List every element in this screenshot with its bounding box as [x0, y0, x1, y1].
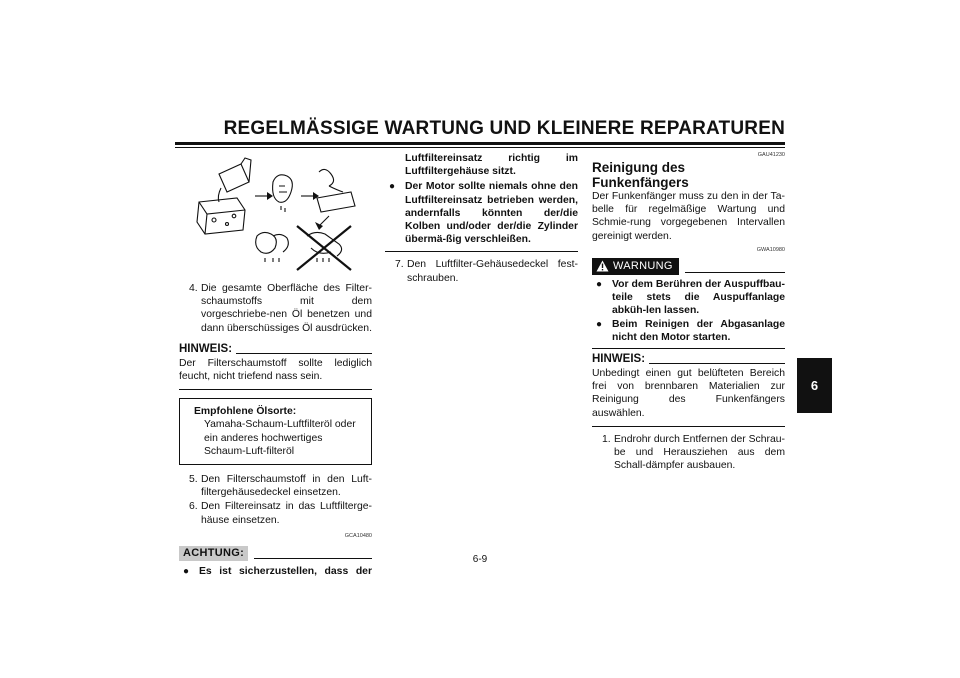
caution-end-rule: [385, 251, 578, 252]
page-number: 6-9: [472, 554, 488, 565]
page-header: [175, 118, 785, 146]
section-code: GAU41230: [757, 152, 785, 158]
bullet-dot: ●: [183, 566, 190, 578]
step-text: Den Luftfilter-Gehäusedeckel fest-schrauben.: [407, 259, 578, 284]
bullet-text: Vor dem Berühren der Auspuffbau-teile stets die Auspuffanlage abküh-len lassen.: [612, 279, 785, 317]
bullet-text: Der Motor sollte niemals ohne den Luftfiltereinsatz betrieben werden, andernfalls könnten der/die Kolben und/oder der/die Zylinder übermä-ßig verschleißen.: [405, 181, 578, 246]
recommended-oil-box: [179, 398, 372, 465]
caution-bullet-2: [385, 180, 578, 246]
middle-column: [385, 152, 578, 286]
note-label: HINWEIS:: [592, 353, 646, 366]
warning-bullet-1: [592, 278, 785, 318]
warning-triangle-icon: [596, 260, 609, 272]
left-column: [179, 152, 372, 578]
note-rule: [236, 353, 372, 354]
section-title: Reinigung des Funkenfängers: [592, 160, 689, 190]
note-end-rule: [179, 389, 372, 390]
oiling-filter-illustration: [179, 152, 372, 272]
chapter-title: REGELMÄSSIGE WARTUNG UND KLEINERE REPARATUREN: [223, 118, 785, 139]
step-6: [179, 500, 372, 526]
bullet-dot: ●: [389, 181, 396, 193]
step-text: Den Filtereinsatz in das Luftfilterge-häuse einsetzen.: [201, 501, 372, 526]
note-rule: [649, 363, 785, 364]
warning-end-rule: [592, 348, 785, 349]
bullet-text: Beim Reinigen der Abgasanlage nicht den Motor starten.: [612, 318, 785, 343]
note-label: HINWEIS:: [179, 342, 233, 355]
step-text: Die gesamte Oberfläche des Filter-schaumstoffs mit dem vorgeschriebe-nen Öl benetzen und dann überschüssiges Öl ausdrücken.: [201, 283, 372, 334]
bullet-dot: ●: [596, 279, 603, 291]
oil-box-title: Empfohlene Ölsorte:: [194, 406, 297, 418]
warning-bullet-2: [592, 318, 785, 344]
bullet-text: Es ist sicherzustellen, dass der: [199, 566, 372, 578]
caution-bullet-1-continued: Luftfiltereinsatz richtig im Luftfiltergehäuse sitzt.: [405, 153, 578, 178]
step-number: 1.: [602, 433, 611, 445]
caution-label: ACHTUNG:: [179, 546, 248, 561]
right-column: [592, 152, 785, 473]
header-rule-thin: [175, 147, 785, 148]
bullet-dot: ●: [596, 318, 603, 330]
note-header: [592, 353, 785, 366]
warning-code: GWA10980: [756, 246, 785, 253]
header-rule-thick: [175, 142, 785, 145]
section-intro: Der Funkenfänger muss zu den in der Ta-belle für regelmäßige Wartung und Schmie-rung vorgegebenen Intervallen gereinigt werden.: [592, 191, 785, 242]
step-text: Endrohr durch Entfernen der Schrau-be und Herausziehen aus dem Schall-dämpfer ausbauen.: [614, 433, 785, 472]
filter-oiling-diagram-icon: [179, 152, 372, 272]
note-end-rule: [592, 426, 785, 427]
step-number: 7.: [395, 259, 404, 271]
chapter-tab: 6: [797, 358, 832, 413]
caution-code: GCA10480: [344, 532, 372, 539]
warning-badge: [592, 258, 679, 275]
step-number: 4.: [189, 283, 198, 294]
caution-bullet-1: [179, 565, 372, 578]
note-header: [179, 343, 372, 356]
warning-rule: [685, 272, 785, 273]
step-text: Den Filterschaumstoff in den Luft-filtergehäusedeckel einsetzen.: [201, 474, 372, 499]
step-5: [179, 473, 372, 499]
step-7: [385, 258, 578, 284]
oil-box-body: Yamaha-Schaum-Luftfilteröl oder ein anderes hochwertiges Schaum-Luft-filteröl: [204, 419, 356, 457]
step-4: [179, 282, 372, 335]
step-number: 5.: [189, 474, 198, 486]
step-number: 6.: [189, 501, 198, 513]
step-1: [592, 433, 785, 473]
warning-header: [592, 258, 785, 275]
note-text: Der Filterschaumstoff sollte lediglich feucht, nicht triefend nass sein.: [179, 357, 372, 383]
warning-label: WARNUNG: [613, 259, 673, 272]
note-text: Unbedingt einen gut belüfteten Bereich frei von brennbaren Materialien zur Reinigung des Funkenfängers auswählen.: [592, 368, 785, 419]
